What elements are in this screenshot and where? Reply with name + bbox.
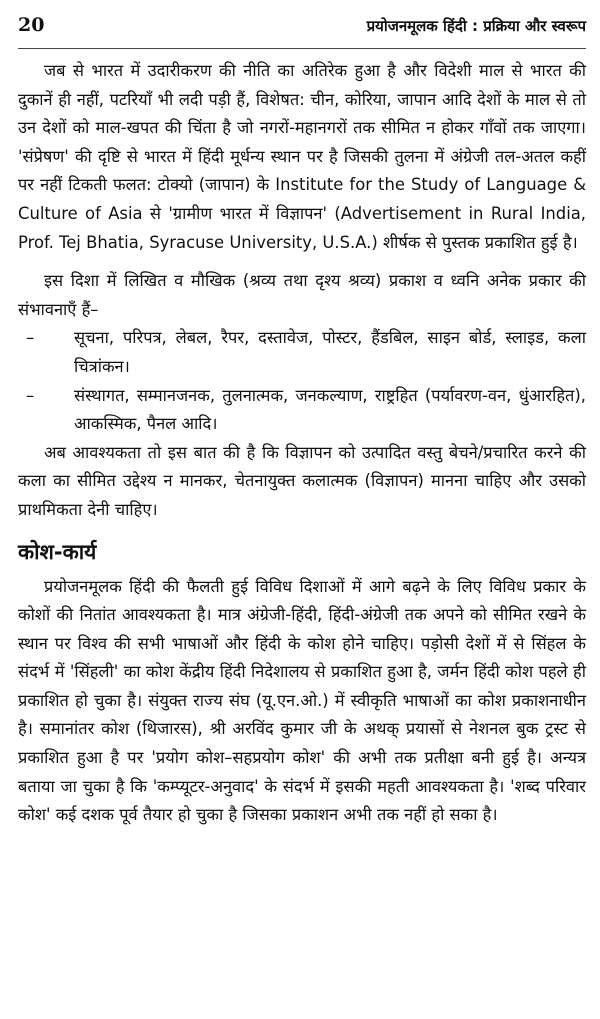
paragraph-possibilities: इस दिशा में लिखित व मौखिक (श्रव्य तथा दृश्य श्रव्य) प्रकाश व ध्वनि अनेक प्रकार की संभावनाएँ हैं– (18, 271, 586, 319)
list-item (18, 324, 586, 381)
page-number: 20 (18, 14, 45, 36)
paragraph-dictionary-work: प्रयोजनमूलक हिंदी की फैलती हुई विविध दिशाओं में आगे बढ़ने के लिए विविध प्रकार के कोशों की नितांत आवश्यकता है। मात्र अंग्रेजी-हिंदी, हिंदी-अंग्रेजी तक अपने को सीमित रखने के स्थान पर विश्व की सभी भाषाओं और हिंदी के कोश होने चाहिए। पड़ोसी देशों में से सिंहल के संदर्भ में 'सिंहली' का कोश केंद्रीय हिंदी निदेशालय से प्रकाशित हुआ है, जर्मन हिंदी कोश पहले ही प्रकाशित हो चुका है। संयुक्त राज्य संघ (यू.एन.ओ.) में स्वीकृति भाषाओं का कोश प्रकाशनाधीन है। समानांतर कोश (थिजारस), श्री अरविंद कुमार जी के अथक् प्रयासों से नेशनल बुक ट्रस्ट से प्रकाशित हुआ है पर 'प्रयोग कोश–सहप्रयोग कोश' की अभी तक प्रतीक्षा बनी हुई है। अन्यत्र बताया जा चुका है कि 'कम्प्यूटर-अनुवाद' के संदर्भ में इसकी महती आवश्यकता है। 'शब्द परिवार कोश' कई दशक पूर्व तैयार हो चुका है जिसका प्रकाशन अभी तक नहीं हो सका है। (18, 576, 586, 825)
paragraph-advertising-art: अब आवश्यकता तो इस बात की है कि विज्ञापन को उत्पादित वस्तु बेचने/प्रचारित करने की कला का सीमित उद्देश्य न मानकर, चेतनायुक्त कलात्मक (विज्ञापन) मानना चाहिए और उसको प्राथमिकता देनी चाहिए। (18, 442, 586, 519)
paragraph-liberalization: जब से भारत में उदारीकरण की नीति का अतिरेक हुआ है और विदेशी माल से भारत की दुकानें ही नहीं, पटरियाँ भी लदी पड़ी हैं, विशेषत: चीन, कोरिया, जापान आदि देशों के माल से तो उन देशों को माल-खपत की चिंता है जो नगरों-महानगरों तक सीमित न होकर गाँवों तक जाएगा। 'संप्रेषण' की दृष्टि से भारत में हिंदी मूर्धन्य स्थान पर है जिसकी तुलना में अंग्रेजी तल-अतल कहीं पर नहीं टिकती फलत: टोक्यो (जापान) के Institute for the Study of Language & Culture of Asia से 'ग्रामीण भारत में विज्ञापन' (Advertisement in Rural India, Prof. Tej Bhatia, Syracuse University, U.S.A.) शीर्षक से पुस्तक प्रकाशित हुई है। (18, 61, 586, 252)
list-dash: – (26, 328, 35, 348)
list-item (18, 382, 586, 439)
list-dash: – (26, 385, 35, 405)
book-page (18, 14, 586, 830)
page-header (18, 14, 586, 49)
section-heading: कोश-कार्य (18, 539, 97, 564)
list-item-text: सूचना, परिपत्र, लेबल, रैपर, दस्तावेज, पोस्टर, हैंडबिल, साइन बोर्ड, स्लाइड, कला चित्रांकन। (74, 328, 586, 376)
possibilities-list (18, 324, 586, 438)
running-title: प्रयोजनमूलक हिंदी : प्रक्रिया और स्वरूप (366, 17, 586, 35)
list-item-text: संस्थागत, सम्मानजनक, तुलनात्मक, जनकल्याण, राष्ट्रहित (पर्यावरण-वन, धुंआरहित), आकस्मिक, पैनल आदि। (74, 385, 586, 434)
